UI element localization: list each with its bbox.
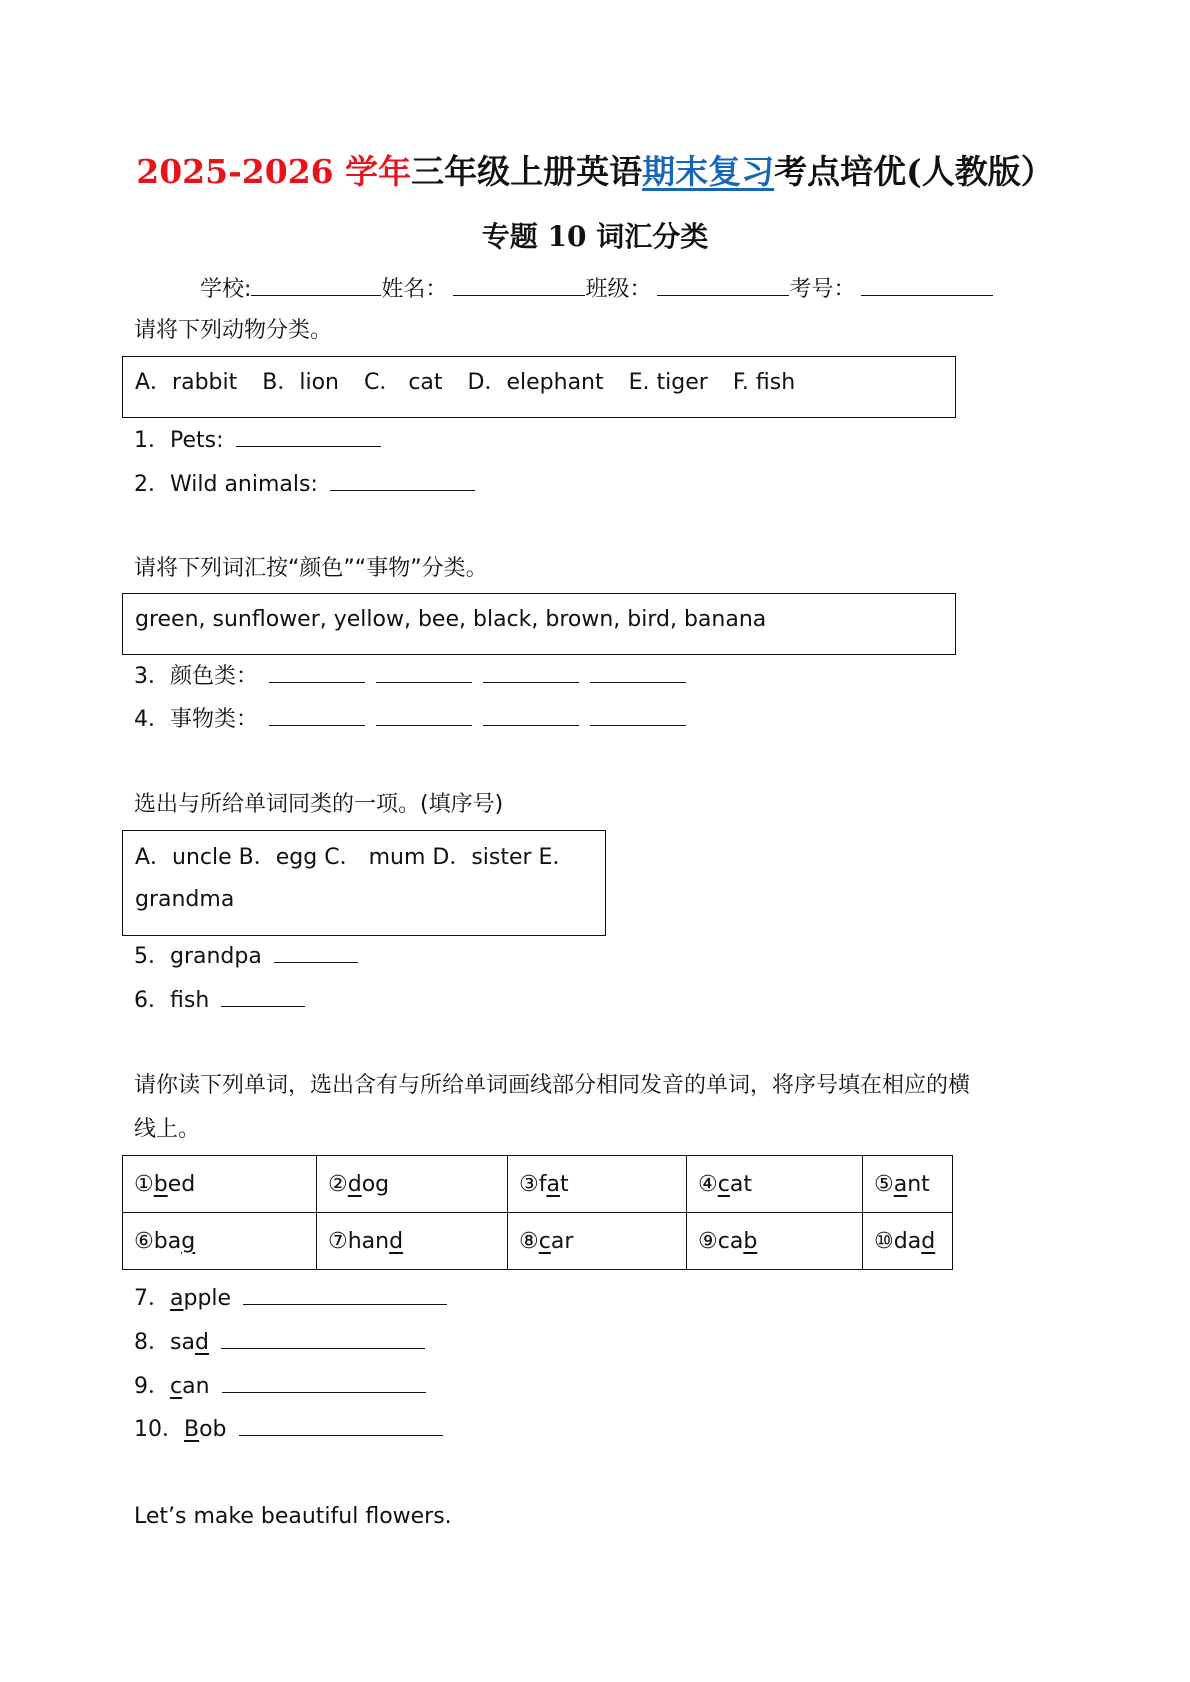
title-grade: 三年级上册英语 — [411, 152, 643, 191]
question-3-label: 3．颜色类： — [134, 664, 258, 689]
question-4-blank[interactable] — [376, 703, 472, 726]
table-cell: ⑩dad — [863, 1213, 953, 1270]
section1-options — [135, 368, 943, 398]
section2-word-box — [122, 593, 956, 655]
section1-instruction: 请将下列动物分类。 — [134, 318, 333, 343]
table-cell: ④cat — [687, 1156, 863, 1213]
name-blank[interactable] — [453, 273, 585, 296]
question-6-blank[interactable] — [221, 984, 305, 1007]
question-3-blank[interactable] — [269, 660, 365, 683]
student-info-row — [200, 273, 993, 305]
question-1 — [134, 424, 381, 456]
section3-options-line1: A．uncle B．egg C． mum D．sister E． — [135, 845, 575, 870]
option-c: C． cat — [363, 370, 443, 395]
section2-words: green, sunflower, yellow, bee, black, brown, bird, banana — [135, 607, 767, 632]
question-7: 7．apple — [134, 1282, 447, 1314]
section4-instruction-line2: 线上。 — [134, 1117, 201, 1142]
section3-options — [135, 837, 593, 921]
name-label: 姓名： — [381, 277, 448, 302]
question-8-blank[interactable] — [221, 1326, 425, 1349]
page-title — [0, 150, 1190, 194]
question-9: 9．can — [134, 1370, 426, 1402]
title-year: 2025-2026 学年 — [136, 152, 412, 191]
question-9-blank[interactable] — [222, 1370, 426, 1393]
table-cell: ③fat — [508, 1156, 687, 1213]
question-1-label: 1．Pets: — [134, 428, 224, 453]
table-cell: ⑨cab — [687, 1213, 863, 1270]
question-5 — [134, 940, 358, 972]
option-f: F. fish — [732, 370, 796, 395]
question-2-label: 2．Wild animals: — [134, 472, 318, 497]
table-row — [123, 1156, 953, 1213]
section3-options-line2: grandma — [135, 887, 235, 912]
table-cell: ⑧car — [508, 1213, 687, 1270]
section3-instruction: 选出与所给单词同类的一项。(填序号) — [134, 792, 504, 817]
table-cell: ①bed — [123, 1156, 317, 1213]
table-cell: ⑦hand — [317, 1213, 508, 1270]
section2-instruction: 请将下列词汇按“颜色”“事物”分类。 — [134, 556, 488, 581]
table-cell: ②dog — [317, 1156, 508, 1213]
question-8: 8．sad — [134, 1326, 425, 1358]
question-3 — [134, 660, 686, 692]
school-blank[interactable] — [251, 273, 381, 296]
question-3-blank[interactable] — [376, 660, 472, 683]
school-label: 学校: — [200, 277, 252, 302]
option-a: A．rabbit — [135, 370, 238, 395]
option-e: E. tiger — [628, 370, 708, 395]
number-blank[interactable] — [861, 273, 993, 296]
class-label: 班级： — [585, 277, 652, 302]
question-5-label: 5．grandpa — [134, 944, 262, 969]
section5-heading: Let’s make beautiful flowers. — [134, 1504, 452, 1529]
class-blank[interactable] — [657, 273, 789, 296]
question-10-blank[interactable] — [239, 1413, 443, 1436]
question-10: 10．Bob — [134, 1413, 443, 1445]
phonics-table — [122, 1155, 953, 1270]
section4-instruction-line1: 请你读下列单词，选出含有与所给单词画线部分相同发音的单词，将序号填在相应的横 — [134, 1073, 971, 1098]
question-4-blank[interactable] — [590, 703, 686, 726]
page-subtitle: 专题 10 词汇分类 — [481, 220, 709, 253]
question-4-blank[interactable] — [269, 703, 365, 726]
question-7-blank[interactable] — [243, 1282, 447, 1305]
option-d: D．elephant — [467, 370, 604, 395]
question-6-label: 6．fish — [134, 988, 210, 1013]
question-4-blank[interactable] — [483, 703, 579, 726]
question-2 — [134, 468, 475, 500]
question-5-blank[interactable] — [274, 940, 358, 963]
title-edition: 考点培优(人教版） — [774, 152, 1054, 191]
table-cell: ⑥bag — [123, 1213, 317, 1270]
table-cell: ⑤ant — [863, 1156, 953, 1213]
number-label: 考号： — [789, 277, 856, 302]
question-3-blank[interactable] — [590, 660, 686, 683]
table-row — [123, 1213, 953, 1270]
question-4-label: 4．事物类： — [134, 707, 258, 732]
section1-word-box — [122, 356, 956, 418]
question-2-blank[interactable] — [330, 468, 475, 491]
question-6 — [134, 984, 305, 1016]
question-4 — [134, 703, 686, 735]
question-3-blank[interactable] — [483, 660, 579, 683]
section3-word-box — [122, 830, 606, 936]
option-b: B．lion — [262, 370, 339, 395]
question-1-blank[interactable] — [236, 424, 381, 447]
title-review: 期末复习 — [642, 152, 775, 191]
